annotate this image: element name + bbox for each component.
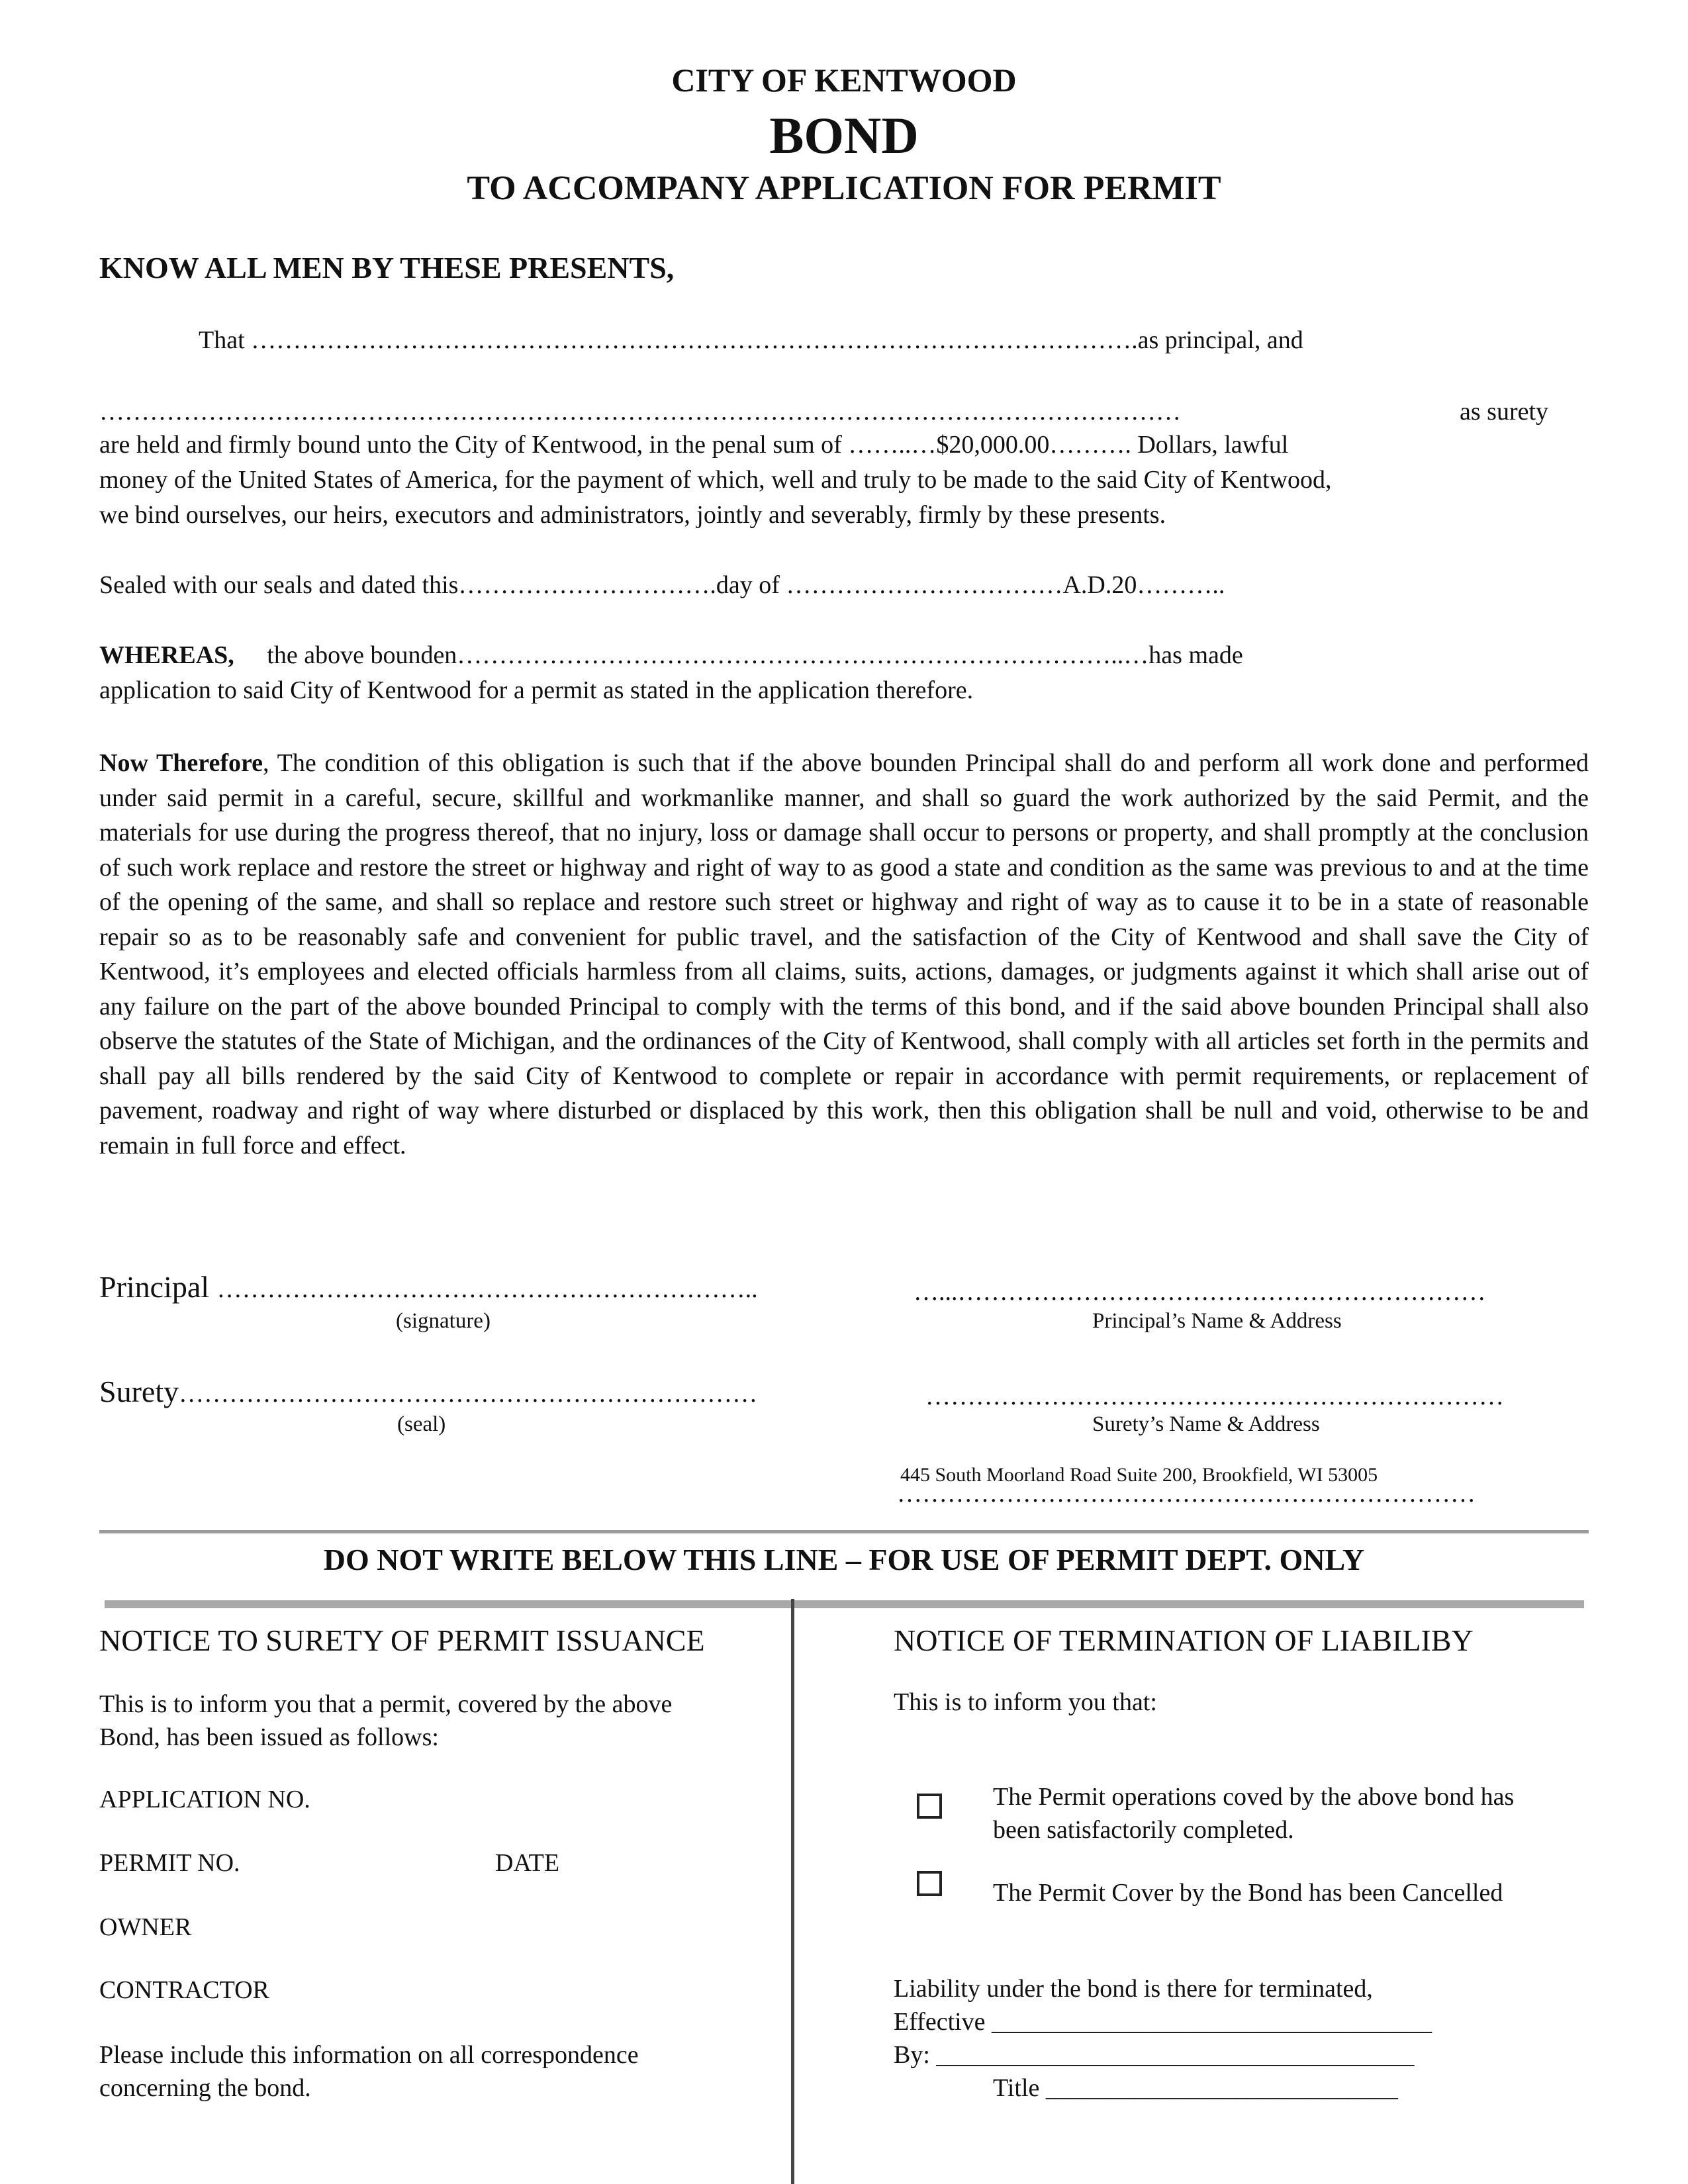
- contractor-label: CONTRACTOR: [99, 1976, 269, 2004]
- column-divider: [791, 1599, 794, 2184]
- document-title: BOND: [769, 107, 919, 164]
- whereas-text[interactable]: the above bounden……………………………………………………………………..…has made: [267, 641, 1243, 669]
- penal-sum: $20,000.00: [936, 431, 1050, 459]
- left-intro: This is to inform you that a permit, covered by the above Bond, has been issued as follows:: [99, 1690, 673, 1751]
- right-intro: This is to inform you that:: [894, 1688, 1157, 1716]
- cancelled-checkbox[interactable]: [917, 1871, 942, 1896]
- principal-label: Principal: [99, 1270, 210, 1304]
- surety-signature-field[interactable]: ……………………………………………………………: [179, 1380, 758, 1408]
- now-therefore-text: , The condition of this obligation is such that if the above bounden Principal shall do and perform all work done and performed under said permit in a careful, secure, skillful and workmanlike manner, and shall so guard the work authorized by the said Permit, and the materials for use during the progress thereof, that no injury, loss or damage shall occur to persons or property, and shall promptly at the conclusion of such work replace and restore the street or highway and right of way to as good a state and condition as the same was previous to and at the time of the opening of the same, and shall so replace and restore such street or highway and right of way as to cause it to be in a state of reasonable repair so as to be reasonably safe and convenient for public travel, and the satisfaction of the City of Kentwood and shall save the City of Kentwood, it’s employees and elected officials harmless from all claims, suits, actions, damages, or judgments against it which shall arise out of any failure on the part of the above bounded Principal to comply with the terms of this bond, and if the said above bounden Principal shall also observe the statutes of the State of Michigan, and the ordinances of the City of Kentwood, shall comply with all articles set forth in the permits and shall pay all bills rendered by the said City of Kentwood to complete or repair in accordance with permit requirements, or replacement of pavement, roadway and right of way where disturbed or displaced by this work, then this obligation shall be null and void, otherwise to be and remain in full force and effect.: [99, 749, 1589, 1160]
- held-line-3: we bind ourselves, our heirs, executors and administrators, jointly and severably, firmly by these presents.: [99, 501, 1166, 529]
- surety-line: [99, 397, 1572, 426]
- surety-address-dots: ……………………………………………………………: [897, 1480, 1476, 1508]
- liability-block: Liability under the bond is there for terminated, Effective ___________________________________ By: ______________________________________ Title ____________________________: [894, 1972, 1432, 2105]
- intro-heading: KNOW ALL MEN BY THESE PRESENTS,: [99, 251, 675, 285]
- sealed-date-line[interactable]: Sealed with our seals and dated this………………………….day of ……………………………A.D.20………..: [99, 571, 1225, 599]
- principal-blank[interactable]: ……………………………………………………………………………………………: [251, 326, 1132, 354]
- whereas-line-2: application to said City of Kentwood for a permit as stated in the application therefore.: [99, 676, 974, 704]
- surety-label: Surety: [99, 1375, 179, 1408]
- surety-name-field[interactable]: ……………………………………………………………: [925, 1383, 1504, 1410]
- left-footer: Please include this information on all correspondence concerning the bond.: [99, 2041, 639, 2102]
- now-therefore-label: Now Therefore: [99, 749, 263, 777]
- principal-line: [199, 326, 1303, 355]
- surety-signature-row: [99, 1374, 757, 1409]
- left-section-title: NOTICE TO SURETY OF PERMIT ISSUANCE: [99, 1623, 705, 1657]
- completed-option-text: The Permit operations coved by the above bond has been satisfactorily completed.: [993, 1783, 1515, 1844]
- whereas-label: WHEREAS,: [99, 641, 234, 669]
- principal-signature-field[interactable]: ………………………………………………………..: [216, 1275, 758, 1303]
- principal-lead: That: [199, 326, 245, 354]
- held-line-1: are held and firmly bound unto the City of Kentwood, in the penal sum of ……..…$20,000.00………. Dollars, lawful: [99, 431, 1289, 459]
- condition-paragraph: [99, 746, 1589, 1163]
- principal-signature-row: [99, 1269, 758, 1304]
- right-section-title: NOTICE OF TERMINATION OF LIABILIBY: [894, 1623, 1474, 1657]
- cancelled-option-text: The Permit Cover by the Bond has been Cancelled: [993, 1879, 1503, 1907]
- city-name: CITY OF KENTWOOD: [671, 62, 1017, 99]
- permit-no-label: PERMIT NO.: [99, 1849, 240, 1877]
- seal-caption: (seal): [397, 1412, 446, 1436]
- principal-tail: .as principal, and: [1131, 326, 1303, 354]
- surety-name-caption: Surety’s Name & Address: [1092, 1412, 1320, 1436]
- held-line-2: money of the United States of America, for the payment of which, well and truly to be made to the said City of Kentwood,: [99, 466, 1332, 494]
- signature-caption: (signature): [396, 1309, 491, 1333]
- surety-address: 445 South Moorland Road Suite 200, Brookfield, WI 53005: [900, 1464, 1378, 1486]
- principal-name-field[interactable]: …...………………………………………………………: [914, 1278, 1486, 1306]
- completed-checkbox[interactable]: [917, 1794, 942, 1819]
- owner-label: OWNER: [99, 1913, 192, 1941]
- document-subtitle: TO ACCOMPANY APPLICATION FOR PERMIT: [467, 169, 1221, 207]
- date-label: DATE: [495, 1849, 560, 1877]
- whereas-line: [99, 641, 1243, 670]
- top-divider: [99, 1530, 1589, 1533]
- effective-field[interactable]: Effective ___________________________________: [894, 2008, 1432, 2036]
- surety-tail: as surety: [1460, 398, 1549, 426]
- divider-notice: DO NOT WRITE BELOW THIS LINE – FOR USE OF PERMIT DEPT. ONLY: [323, 1543, 1365, 1576]
- title-field[interactable]: Title ____________________________: [993, 2074, 1398, 2102]
- surety-blank[interactable]: …………………………………………………………………………………………………………………: [99, 398, 1181, 426]
- principal-name-caption: Principal’s Name & Address: [1092, 1309, 1342, 1333]
- by-field[interactable]: By: ______________________________________: [894, 2041, 1415, 2069]
- section-divider: [105, 1600, 1584, 1608]
- application-no-label: APPLICATION NO.: [99, 1786, 310, 1813]
